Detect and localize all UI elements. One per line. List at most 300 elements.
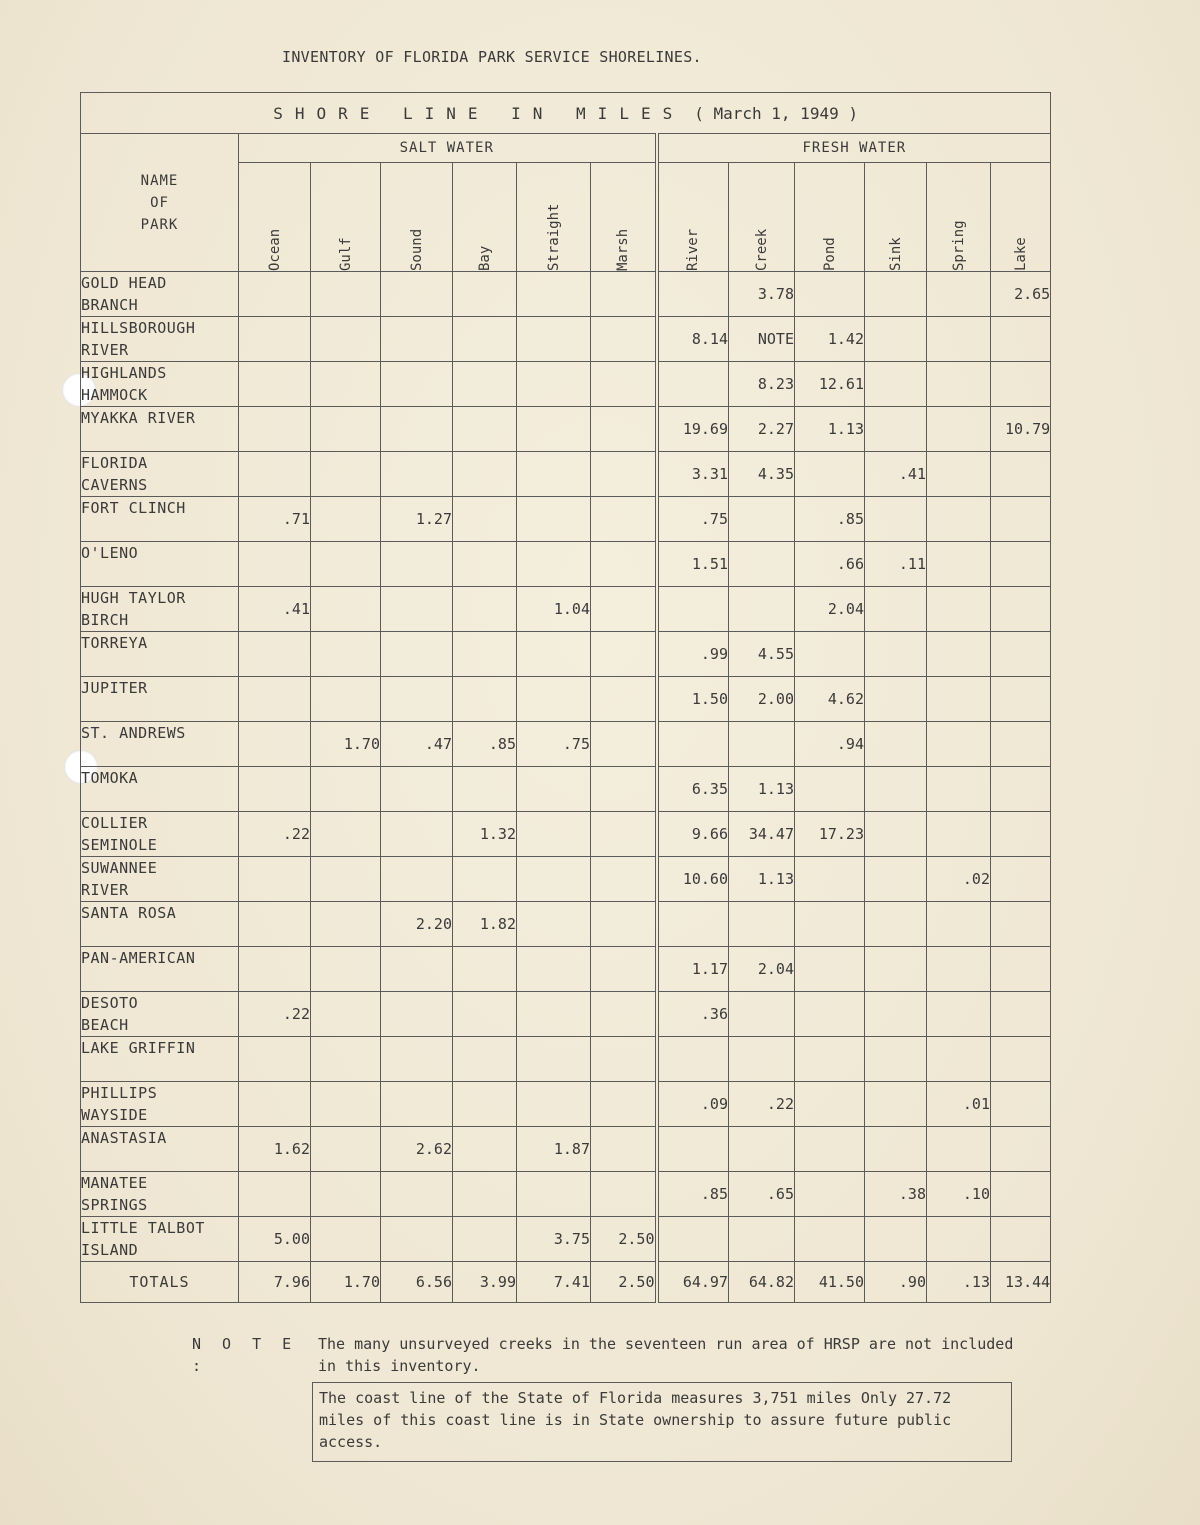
table-cell	[591, 1037, 657, 1082]
coast-line-box: The coast line of the State of Florida measures 3,751 miles Only 27.72 miles of this coast line is in State ownership to assure future public access.	[312, 1382, 1012, 1462]
table-cell	[865, 857, 927, 902]
table-cell	[453, 407, 517, 452]
table-cell	[591, 902, 657, 947]
table-cell	[991, 767, 1051, 812]
table-cell: .02	[927, 857, 991, 902]
table-cell: 3.31	[657, 452, 729, 497]
table-cell	[927, 1037, 991, 1082]
table-cell	[381, 587, 453, 632]
park-name: HILLSBOROUGH RIVER	[81, 317, 239, 362]
table-cell	[381, 542, 453, 587]
column-label: Ocean	[266, 228, 283, 271]
table-cell	[991, 362, 1051, 407]
table-cell	[453, 1037, 517, 1082]
table-cell	[453, 362, 517, 407]
table-cell	[865, 992, 927, 1037]
table-cell	[729, 902, 795, 947]
table-cell: 1.04	[517, 587, 591, 632]
table-cell	[311, 362, 381, 407]
table-cell: 1.32	[453, 812, 517, 857]
column-label: Creek	[753, 228, 770, 271]
table-cell	[453, 542, 517, 587]
table-cell: .22	[239, 992, 311, 1037]
table-cell	[381, 992, 453, 1037]
park-name: FORT CLINCH	[81, 497, 239, 542]
table-cell	[517, 677, 591, 722]
table-cell	[517, 272, 591, 317]
table-cell	[239, 317, 311, 362]
table-cell: .41	[239, 587, 311, 632]
table-cell	[381, 677, 453, 722]
column-header	[729, 163, 795, 272]
table-cell	[311, 272, 381, 317]
table-cell	[927, 722, 991, 767]
table-cell	[729, 1127, 795, 1172]
table-cell	[591, 1127, 657, 1172]
total-cell: 6.56	[381, 1262, 453, 1303]
table-cell	[453, 497, 517, 542]
table-cell	[795, 272, 865, 317]
table-cell	[865, 1127, 927, 1172]
table-row	[81, 812, 1051, 857]
table-cell	[657, 902, 729, 947]
table-row	[81, 902, 1051, 947]
table-cell: 12.61	[795, 362, 865, 407]
table-cell	[591, 452, 657, 497]
table-cell: NOTE	[729, 317, 795, 362]
table-cell	[239, 272, 311, 317]
column-label: Pond	[821, 237, 838, 271]
table-cell: .22	[239, 812, 311, 857]
note-label: N O T E :	[192, 1335, 298, 1375]
table-cell	[927, 1217, 991, 1262]
table-cell: .75	[657, 497, 729, 542]
park-name: GOLD HEAD BRANCH	[81, 272, 239, 317]
table-row	[81, 722, 1051, 767]
total-cell: 7.96	[239, 1262, 311, 1303]
table-cell	[865, 767, 927, 812]
park-name: LAKE GRIFFIN	[81, 1037, 239, 1082]
table-cell	[991, 452, 1051, 497]
table-cell	[517, 1037, 591, 1082]
table-cell	[517, 1082, 591, 1127]
table-cell	[991, 1037, 1051, 1082]
table-row	[81, 677, 1051, 722]
table-row	[81, 1082, 1051, 1127]
table-cell: 1.50	[657, 677, 729, 722]
table-cell	[311, 1127, 381, 1172]
table-cell	[991, 677, 1051, 722]
table-cell	[311, 767, 381, 812]
table-cell	[239, 1037, 311, 1082]
table-cell	[927, 587, 991, 632]
table-cell	[381, 452, 453, 497]
table-cell	[453, 947, 517, 992]
park-name: SANTA ROSA	[81, 902, 239, 947]
table-cell	[927, 902, 991, 947]
table-cell	[453, 677, 517, 722]
park-name: JUPITER	[81, 677, 239, 722]
table-row	[81, 767, 1051, 812]
table-cell	[517, 947, 591, 992]
table-cell: .85	[795, 497, 865, 542]
table-cell	[311, 1037, 381, 1082]
table-cell	[239, 452, 311, 497]
table-cell	[927, 767, 991, 812]
table-cell	[657, 362, 729, 407]
table-cell	[381, 857, 453, 902]
table-cell	[795, 1127, 865, 1172]
table-cell	[517, 857, 591, 902]
table-row	[81, 497, 1051, 542]
table-cell: 1.13	[729, 767, 795, 812]
table-cell: 2.62	[381, 1127, 453, 1172]
footnote	[192, 1333, 1018, 1377]
table-cell	[991, 857, 1051, 902]
table-cell: 10.60	[657, 857, 729, 902]
table-cell	[239, 1082, 311, 1127]
table-cell	[657, 722, 729, 767]
column-header	[591, 163, 657, 272]
document-title: INVENTORY OF FLORIDA PARK SERVICE SHORELINES.	[282, 48, 702, 66]
table-cell	[795, 1217, 865, 1262]
table-cell	[865, 1037, 927, 1082]
table-cell	[795, 902, 865, 947]
table-cell: 4.55	[729, 632, 795, 677]
park-name: ST. ANDREWS	[81, 722, 239, 767]
table-cell	[591, 767, 657, 812]
table-cell: 10.79	[991, 407, 1051, 452]
table-row	[81, 1217, 1051, 1262]
shoreline-table	[80, 92, 1051, 1303]
table-cell	[865, 317, 927, 362]
column-header	[517, 163, 591, 272]
table-cell: .01	[927, 1082, 991, 1127]
table-cell: 1.42	[795, 317, 865, 362]
table-cell	[591, 407, 657, 452]
table-row	[81, 947, 1051, 992]
table-cell	[381, 632, 453, 677]
table-cell: 2.27	[729, 407, 795, 452]
table-cell: 19.69	[657, 407, 729, 452]
table-cell: .09	[657, 1082, 729, 1127]
table-cell	[453, 272, 517, 317]
total-cell: 3.99	[453, 1262, 517, 1303]
table-cell	[927, 677, 991, 722]
table-cell	[729, 1037, 795, 1082]
table-cell	[311, 317, 381, 362]
table-cell	[927, 812, 991, 857]
table-cell	[239, 1172, 311, 1217]
table-cell	[591, 632, 657, 677]
total-cell: .13	[927, 1262, 991, 1303]
table-cell	[381, 1082, 453, 1127]
table-cell	[311, 542, 381, 587]
table-cell	[865, 362, 927, 407]
table-cell	[991, 1082, 1051, 1127]
heading-date: ( March 1, 1949 )	[694, 103, 858, 123]
table-cell	[729, 992, 795, 1037]
table-cell: .36	[657, 992, 729, 1037]
table-cell	[381, 272, 453, 317]
totals-label: TOTALS	[81, 1262, 239, 1303]
park-name: HUGH TAYLOR BIRCH	[81, 587, 239, 632]
column-label: Sound	[408, 228, 425, 271]
table-cell	[381, 407, 453, 452]
table-cell	[381, 767, 453, 812]
table-cell	[311, 947, 381, 992]
table-cell: .22	[729, 1082, 795, 1127]
table-cell	[517, 992, 591, 1037]
table-cell	[927, 992, 991, 1037]
table-cell	[591, 542, 657, 587]
table-cell	[865, 812, 927, 857]
column-header	[453, 163, 517, 272]
table-cell	[865, 677, 927, 722]
column-label: Spring	[950, 220, 967, 271]
table-cell	[927, 452, 991, 497]
table-cell	[381, 1037, 453, 1082]
table-row	[81, 1127, 1051, 1172]
park-name: MANATEE SPRINGS	[81, 1172, 239, 1217]
table-cell	[517, 812, 591, 857]
table-cell: .65	[729, 1172, 795, 1217]
table-cell: 2.50	[591, 1217, 657, 1262]
table-cell	[865, 1082, 927, 1127]
table-cell: .85	[657, 1172, 729, 1217]
table-cell	[729, 587, 795, 632]
table-cell	[311, 902, 381, 947]
table-cell: .85	[453, 722, 517, 767]
table-cell	[239, 722, 311, 767]
table-cell: .75	[517, 722, 591, 767]
table-cell: .11	[865, 542, 927, 587]
table-cell	[729, 1217, 795, 1262]
table-cell	[381, 947, 453, 992]
table-row	[81, 272, 1051, 317]
column-label: Straight	[545, 203, 562, 271]
table-cell	[239, 362, 311, 407]
table-cell: 2.04	[729, 947, 795, 992]
table-cell	[591, 812, 657, 857]
table-row	[81, 632, 1051, 677]
column-label: Marsh	[614, 228, 631, 271]
table-row	[81, 407, 1051, 452]
park-name: DESOTO BEACH	[81, 992, 239, 1037]
table-cell	[311, 677, 381, 722]
total-cell: 7.41	[517, 1262, 591, 1303]
totals-row	[81, 1262, 1051, 1303]
table-cell	[311, 1082, 381, 1127]
table-cell	[453, 1127, 517, 1172]
table-cell	[311, 1217, 381, 1262]
table-cell	[517, 407, 591, 452]
table-cell	[927, 542, 991, 587]
table-cell	[517, 317, 591, 362]
table-cell	[591, 992, 657, 1037]
table-cell	[927, 1127, 991, 1172]
table-cell	[795, 1037, 865, 1082]
table-cell	[865, 497, 927, 542]
table-cell	[517, 542, 591, 587]
table-cell: 2.04	[795, 587, 865, 632]
table-row	[81, 452, 1051, 497]
table-cell	[453, 587, 517, 632]
column-header	[657, 163, 729, 272]
table-cell: 1.13	[729, 857, 795, 902]
table-cell	[865, 407, 927, 452]
fresh-water-group: FRESH WATER	[657, 134, 1051, 163]
total-cell: 41.50	[795, 1262, 865, 1303]
table-cell	[729, 722, 795, 767]
table-cell	[239, 677, 311, 722]
table-cell	[657, 272, 729, 317]
table-cell	[729, 497, 795, 542]
total-cell: 13.44	[991, 1262, 1051, 1303]
table-cell: 1.70	[311, 722, 381, 767]
table-cell	[991, 497, 1051, 542]
table-row	[81, 542, 1051, 587]
heading-text: SHORE LINE IN MILES	[273, 103, 685, 123]
park-name: O'LENO	[81, 542, 239, 587]
total-cell: 2.50	[591, 1262, 657, 1303]
park-name: TORREYA	[81, 632, 239, 677]
note-text: The many unsurveyed creeks in the seventeen run area of HRSP are not included in this inventory.	[318, 1335, 1014, 1375]
column-header	[991, 163, 1051, 272]
table-row	[81, 362, 1051, 407]
table-cell	[453, 632, 517, 677]
table-cell	[591, 1082, 657, 1127]
column-header	[239, 163, 311, 272]
column-label: River	[685, 228, 702, 271]
table-cell: 8.14	[657, 317, 729, 362]
table-cell: .41	[865, 452, 927, 497]
table-cell	[517, 362, 591, 407]
salt-water-group: SALT WATER	[239, 134, 657, 163]
table-cell	[865, 1217, 927, 1262]
table-cell	[517, 1172, 591, 1217]
table-cell: 1.87	[517, 1127, 591, 1172]
table-cell: .71	[239, 497, 311, 542]
park-name: TOMOKA	[81, 767, 239, 812]
table-cell	[311, 497, 381, 542]
table-cell	[795, 632, 865, 677]
table-cell	[657, 1217, 729, 1262]
table-cell: .99	[657, 632, 729, 677]
table-cell: .38	[865, 1172, 927, 1217]
table-cell	[865, 587, 927, 632]
table-cell	[865, 947, 927, 992]
table-cell	[453, 857, 517, 902]
table-cell	[991, 947, 1051, 992]
column-header	[865, 163, 927, 272]
table-cell	[239, 632, 311, 677]
table-row	[81, 1037, 1051, 1082]
table-cell	[795, 1082, 865, 1127]
table-cell	[657, 1127, 729, 1172]
table-cell	[991, 1127, 1051, 1172]
table-cell: 1.82	[453, 902, 517, 947]
table-cell	[453, 1172, 517, 1217]
table-cell	[591, 362, 657, 407]
column-label: Sink	[887, 237, 904, 271]
table-row	[81, 857, 1051, 902]
table-cell	[311, 632, 381, 677]
total-cell: 64.97	[657, 1262, 729, 1303]
table-cell	[517, 632, 591, 677]
table-cell	[991, 1172, 1051, 1217]
park-name: ANASTASIA	[81, 1127, 239, 1172]
name-column-header: NAME OF PARK	[81, 134, 239, 272]
table-cell	[311, 452, 381, 497]
table-cell	[311, 812, 381, 857]
table-cell	[927, 407, 991, 452]
table-row	[81, 587, 1051, 632]
column-header	[927, 163, 991, 272]
table-cell	[239, 767, 311, 812]
table-row	[81, 1172, 1051, 1217]
table-cell	[657, 587, 729, 632]
park-name: SUWANNEE RIVER	[81, 857, 239, 902]
table-cell	[517, 767, 591, 812]
table-cell: 2.00	[729, 677, 795, 722]
park-name: PHILLIPS WAYSIDE	[81, 1082, 239, 1127]
table-cell	[865, 902, 927, 947]
table-cell	[239, 902, 311, 947]
table-cell	[657, 1037, 729, 1082]
park-name: LITTLE TALBOT ISLAND	[81, 1217, 239, 1262]
table-cell: 1.27	[381, 497, 453, 542]
table-cell: 8.23	[729, 362, 795, 407]
table-cell	[311, 407, 381, 452]
table-cell	[591, 1172, 657, 1217]
table-cell	[453, 1217, 517, 1262]
table-cell: 4.62	[795, 677, 865, 722]
table-cell: .10	[927, 1172, 991, 1217]
table-cell	[591, 722, 657, 767]
table-cell	[865, 272, 927, 317]
table-cell	[239, 407, 311, 452]
park-name: COLLIER SEMINOLE	[81, 812, 239, 857]
table-cell	[517, 497, 591, 542]
table-cell: 6.35	[657, 767, 729, 812]
table-cell	[991, 587, 1051, 632]
table-cell	[591, 497, 657, 542]
table-cell	[381, 1172, 453, 1217]
total-cell: .90	[865, 1262, 927, 1303]
table-cell: 34.47	[729, 812, 795, 857]
table-cell	[453, 992, 517, 1037]
table-cell	[927, 497, 991, 542]
table-cell: 2.65	[991, 272, 1051, 317]
table-cell	[991, 902, 1051, 947]
table-cell	[239, 947, 311, 992]
park-name: HIGHLANDS HAMMOCK	[81, 362, 239, 407]
table-cell: 1.51	[657, 542, 729, 587]
column-label: Lake	[1012, 237, 1029, 271]
table-cell	[865, 632, 927, 677]
column-label: Gulf	[337, 237, 354, 271]
table-cell: 3.78	[729, 272, 795, 317]
table-cell	[991, 812, 1051, 857]
total-cell: 64.82	[729, 1262, 795, 1303]
column-header	[381, 163, 453, 272]
table-cell	[591, 857, 657, 902]
table-cell: 5.00	[239, 1217, 311, 1262]
table-cell: .66	[795, 542, 865, 587]
table-cell	[311, 857, 381, 902]
table-cell: 4.35	[729, 452, 795, 497]
